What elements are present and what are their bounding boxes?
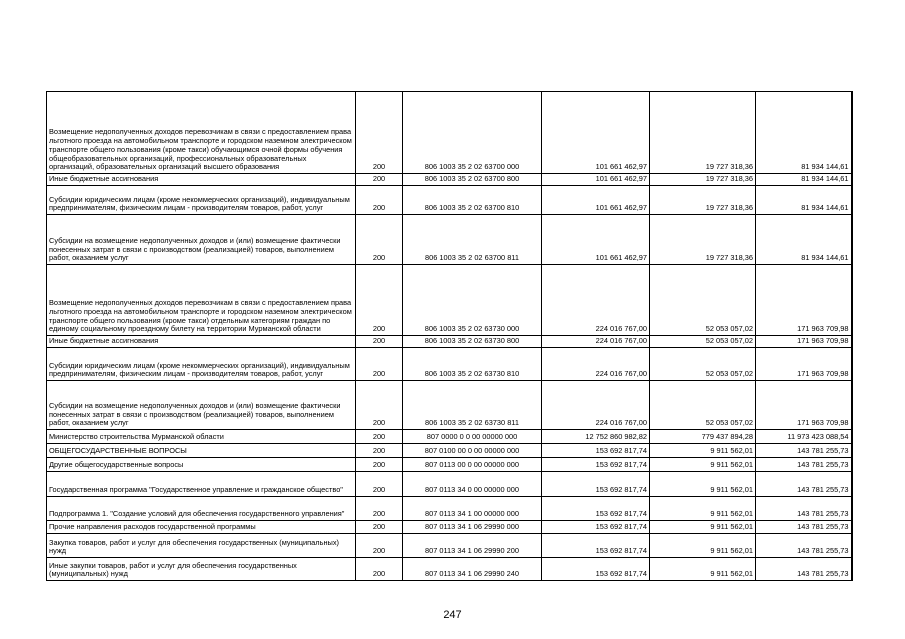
row-approved: 224 016 767,00 (542, 336, 650, 348)
row-code: 200 (356, 497, 403, 521)
row-executed: 9 911 562,01 (650, 534, 756, 558)
row-kbk: 806 1003 35 2 02 63700 810 (403, 186, 542, 215)
row-kbk: 807 0113 00 0 00 00000 000 (403, 458, 542, 472)
table-row (47, 336, 852, 348)
table-row (47, 521, 852, 534)
row-code: 200 (356, 92, 403, 174)
row-approved: 12 752 860 982,82 (542, 430, 650, 444)
row-kbk: 806 1003 35 2 02 63700 800 (403, 174, 542, 186)
row-code: 200 (356, 521, 403, 534)
row-executed: 19 727 318,36 (650, 174, 756, 186)
row-unexecuted: 171 963 709,98 (756, 265, 852, 336)
row-unexecuted: 143 781 255,73 (756, 497, 852, 521)
row-executed: 9 911 562,01 (650, 497, 756, 521)
row-kbk: 807 0113 34 1 06 29990 240 (403, 558, 542, 581)
table-row (47, 186, 852, 215)
row-approved: 153 692 817,74 (542, 521, 650, 534)
row-unexecuted: 81 934 144,61 (756, 186, 852, 215)
row-code: 200 (356, 381, 403, 430)
row-approved: 153 692 817,74 (542, 497, 650, 521)
row-unexecuted: 171 963 709,98 (756, 336, 852, 348)
row-executed: 52 053 057,02 (650, 265, 756, 336)
table-row (47, 497, 852, 521)
row-approved: 224 016 767,00 (542, 381, 650, 430)
row-kbk: 806 1003 35 2 02 63730 810 (403, 348, 542, 381)
row-approved: 101 661 462,97 (542, 92, 650, 174)
row-kbk: 806 1003 35 2 02 63700 000 (403, 92, 542, 174)
row-executed: 9 911 562,01 (650, 458, 756, 472)
row-unexecuted: 143 781 255,73 (756, 458, 852, 472)
table-row (47, 472, 852, 497)
row-approved: 101 661 462,97 (542, 215, 650, 265)
row-approved: 224 016 767,00 (542, 348, 650, 381)
row-name: Субсидии на возмещение недополученных доходов и (или) возмещение фактически понесенных затрат в связи с производством (реализацией) товаров, выполнением работ, оказанием услуг (47, 215, 356, 265)
row-name: Субсидии юридическим лицам (кроме некоммерческих организаций), индивидуальным предпринимателям, физическим лицам - производителям товаров, работ, услуг (47, 348, 356, 381)
row-kbk: 806 1003 35 2 02 63730 000 (403, 265, 542, 336)
row-executed: 19 727 318,36 (650, 215, 756, 265)
row-name: Субсидии на возмещение недополученных доходов и (или) возмещение фактически понесенных затрат в связи с производством (реализацией) товаров, выполнением работ, оказанием услуг (47, 381, 356, 430)
row-approved: 101 661 462,97 (542, 174, 650, 186)
row-executed: 779 437 894,28 (650, 430, 756, 444)
table-row (47, 558, 852, 581)
row-name: Иные закупки товаров, работ и услуг для обеспечения государственных (муниципальных) нужд (47, 558, 356, 581)
row-approved: 153 692 817,74 (542, 444, 650, 458)
row-unexecuted: 143 781 255,73 (756, 558, 852, 581)
row-code: 200 (356, 558, 403, 581)
row-unexecuted: 143 781 255,73 (756, 534, 852, 558)
page-number: 247 (443, 609, 462, 621)
row-code: 200 (356, 534, 403, 558)
row-name: Прочие направления расходов государственной программы (47, 521, 356, 534)
row-kbk: 807 0100 00 0 00 00000 000 (403, 444, 542, 458)
row-kbk: 806 1003 35 2 02 63730 811 (403, 381, 542, 430)
table-row (47, 534, 852, 558)
row-name: ОБЩЕГОСУДАРСТВЕННЫЕ ВОПРОСЫ (47, 444, 356, 458)
row-approved: 153 692 817,74 (542, 458, 650, 472)
row-kbk: 807 0113 34 1 00 00000 000 (403, 497, 542, 521)
row-executed: 9 911 562,01 (650, 444, 756, 458)
row-unexecuted: 143 781 255,73 (756, 521, 852, 534)
table-row (47, 458, 852, 472)
row-code: 200 (356, 458, 403, 472)
row-code: 200 (356, 444, 403, 458)
table-row (47, 92, 852, 174)
row-unexecuted: 171 963 709,98 (756, 348, 852, 381)
row-name: Закупка товаров, работ и услуг для обеспечения государственных (муниципальных) нужд (47, 534, 356, 558)
table-row (47, 174, 852, 186)
table-row (47, 381, 852, 430)
row-kbk: 807 0113 34 1 06 29990 200 (403, 534, 542, 558)
row-unexecuted: 143 781 255,73 (756, 444, 852, 458)
row-code: 200 (356, 430, 403, 444)
row-kbk: 806 1003 35 2 02 63700 811 (403, 215, 542, 265)
row-name: Иные бюджетные ассигнования (47, 336, 356, 348)
row-name: Другие общегосударственные вопросы (47, 458, 356, 472)
row-name: Министерство строительства Мурманской области (47, 430, 356, 444)
row-name: Возмещение недополученных доходов перевозчикам в связи с предоставлением права льготного проезда на автомобильном транспорте и городском наземном электрическом транспорте общего пользования (кроме такси) отдельным категориям граждан по единому социальному проездному билету на территории Мурманской области (47, 265, 356, 336)
table-row (47, 430, 852, 444)
table-row (47, 265, 852, 336)
row-kbk: 807 0113 34 1 06 29990 000 (403, 521, 542, 534)
row-code: 200 (356, 336, 403, 348)
row-code: 200 (356, 186, 403, 215)
row-name: Иные бюджетные ассигнования (47, 174, 356, 186)
row-kbk: 807 0113 34 0 00 00000 000 (403, 472, 542, 497)
row-executed: 19 727 318,36 (650, 92, 756, 174)
row-executed: 9 911 562,01 (650, 521, 756, 534)
row-code: 200 (356, 215, 403, 265)
row-executed: 52 053 057,02 (650, 381, 756, 430)
row-unexecuted: 81 934 144,61 (756, 215, 852, 265)
row-unexecuted: 81 934 144,61 (756, 92, 852, 174)
row-unexecuted: 11 973 423 088,54 (756, 430, 852, 444)
row-name: Государственная программа "Государственное управление и гражданское общество" (47, 472, 356, 497)
row-approved: 153 692 817,74 (542, 534, 650, 558)
budget-table-body (47, 92, 852, 581)
row-executed: 9 911 562,01 (650, 558, 756, 581)
row-kbk: 806 1003 35 2 02 63730 800 (403, 336, 542, 348)
table-row (47, 444, 852, 458)
row-unexecuted: 81 934 144,61 (756, 174, 852, 186)
row-executed: 52 053 057,02 (650, 336, 756, 348)
budget-table (46, 91, 853, 581)
row-code: 200 (356, 265, 403, 336)
row-approved: 153 692 817,74 (542, 558, 650, 581)
table-row (47, 215, 852, 265)
row-unexecuted: 143 781 255,73 (756, 472, 852, 497)
row-kbk: 807 0000 0 0 00 00000 000 (403, 430, 542, 444)
row-approved: 101 661 462,97 (542, 186, 650, 215)
row-approved: 224 016 767,00 (542, 265, 650, 336)
row-unexecuted: 171 963 709,98 (756, 381, 852, 430)
row-name: Подпрограмма 1. "Создание условий для обеспечения государственного управления" (47, 497, 356, 521)
row-name: Субсидии юридическим лицам (кроме некоммерческих организаций), индивидуальным предпринимателям, физическим лицам - производителям товаров, работ, услуг (47, 186, 356, 215)
table-row (47, 348, 852, 381)
row-name: Возмещение недополученных доходов перевозчикам в связи с предоставлением права льготного проезда на автомобильном транспорте и городском наземном электрическом транспорте общего пользования (кроме такси) обучающимся очной формы обучения общеобразовательных организаций, профессиональных образовательных организаций, образовательных организаций высшего образования (47, 92, 356, 174)
row-executed: 9 911 562,01 (650, 472, 756, 497)
row-code: 200 (356, 472, 403, 497)
row-code: 200 (356, 174, 403, 186)
row-executed: 52 053 057,02 (650, 348, 756, 381)
row-approved: 153 692 817,74 (542, 472, 650, 497)
row-executed: 19 727 318,36 (650, 186, 756, 215)
row-code: 200 (356, 348, 403, 381)
